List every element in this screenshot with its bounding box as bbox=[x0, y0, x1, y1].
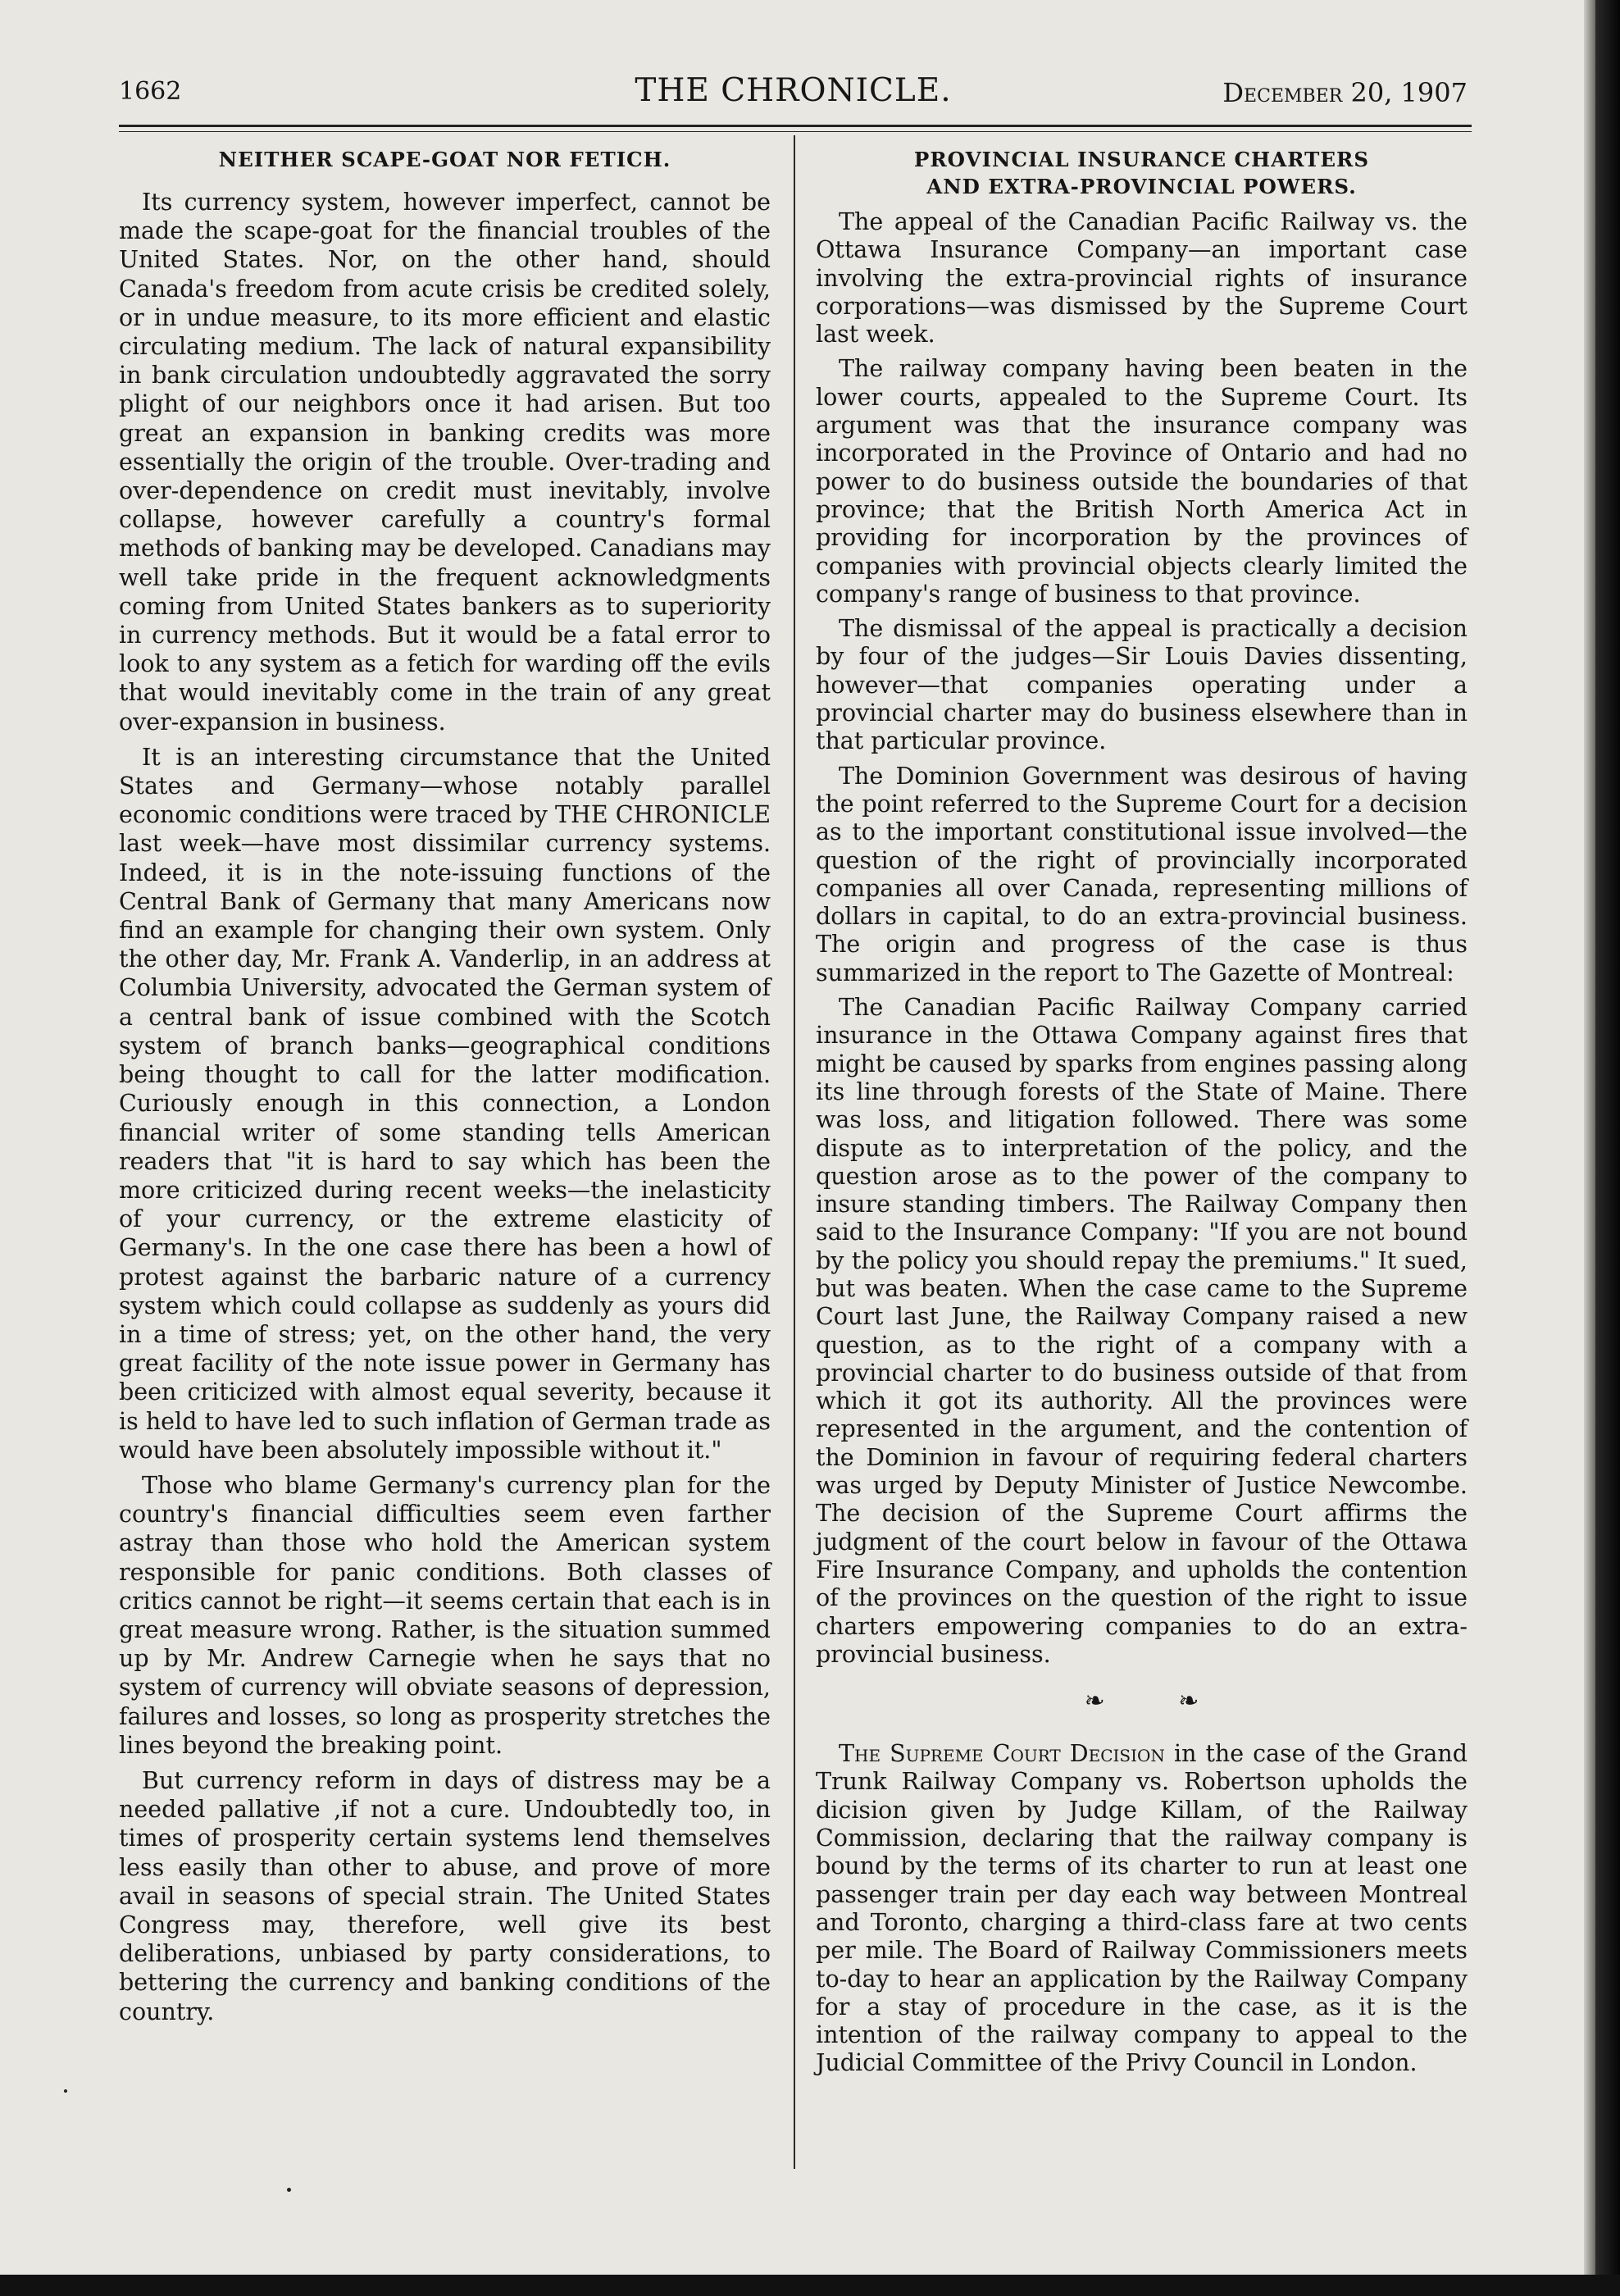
article-heading bbox=[816, 146, 1468, 200]
binding-edge bbox=[1595, 0, 1620, 2296]
article-paragraph: The appeal of the Canadian Pacific Railway vs. the Ottawa Insurance Company—an important case involving the extra-provincial rights of insurance corporations—was dismissed by the Supreme Court last week. bbox=[816, 208, 1468, 348]
article-paragraph: It is an interesting circumstance that the United States and Germany—whose notably parallel economic conditions were traced by THE CHRONICLE last week—have most dissimilar currency systems. Indeed, it is in the note-issuing functions of the Central Bank of Germany that many Americans now find an example for changing their own system. Only the other day, Mr. Frank A. Vanderlip, in an address at Columbia University, advocated the German system of a central bank of issue combined with the Scotch system of branch banks—geographical conditions being thought to call for the latter modification. Curiously enough in this connection, a London financial writer of some standing tells American readers that "it is hard to say which has been the more criticized during recent weeks—the inelasticity of your currency, or the extreme elasticity of Germany's. In the one case there has been a howl of protest against the barbaric nature of a currency system which could collapse as suddenly as yours did in a time of stress; yet, on the other hand, the very great facility of the note issue power in Germany has been criticized with almost equal severity, because it is held to have led to such inflation of German trade as would have been absolutely impossible without it." bbox=[119, 743, 771, 1464]
binding-shadow bbox=[1584, 0, 1595, 2296]
header-rule-thin bbox=[119, 131, 1472, 132]
heading-line: AND EXTRA-PROVINCIAL POWERS. bbox=[926, 175, 1357, 198]
article-paragraph: The dismissal of the appeal is practically a decision by four of the judges—Sir Louis Davies dissenting, however—that companies operating under a provincial charter may do business elsewhere than in that particular province. bbox=[816, 615, 1468, 755]
header-rule bbox=[119, 125, 1472, 127]
issue-date: December 20, 1907 bbox=[1222, 77, 1468, 108]
right-column bbox=[816, 146, 1468, 2084]
article-heading: NEITHER SCAPE-GOAT NOR FETICH. bbox=[218, 148, 671, 171]
paragraph-text: in the case of the Grand Trunk Railway Company vs. Robertson upholds the dicision given by Judge Killam, of the Railway Commission, declaring that the railway company is bound by the terms of its charter to run at least one passenger train per day each way between Montreal and Toronto, charging a third-class fare at two cents per mile. The Board of Railway Commissioners meets to-day to hear an application by the Railway Company for a stay of procedure in the case, as it is the intention of the railway company to appeal to the Judicial Committee of the Privy Council in London. bbox=[816, 1740, 1468, 2077]
page-header bbox=[119, 72, 1468, 121]
page-number: 1662 bbox=[119, 77, 182, 106]
print-speck bbox=[64, 2089, 67, 2093]
page-bottom-edge bbox=[0, 2275, 1620, 2296]
article-paragraph bbox=[816, 1740, 1468, 2078]
print-speck bbox=[287, 2188, 291, 2192]
publication-title: THE CHRONICLE. bbox=[635, 72, 952, 109]
article-paragraph: But currency reform in days of distress may be a needed pallative ,if not a cure. Undoubtedly too, in times of prosperity certain systems lend themselves less easily than other to abuse, and prove of more avail in seasons of special strain. The United States Congress may, therefore, well give its best deliberations, unbiased by party considerations, to bettering the currency and banking conditions of the country. bbox=[119, 1766, 771, 2025]
article-paragraph: Its currency system, however imperfect, cannot be made the scape-goat for the financial troubles of the United States. Nor, on the other hand, should Canada's freedom from acute crisis be credited solely, or in undue measure, to its more efficient and elastic circulating medium. The lack of natural expansibility in bank circulation undoubtedly aggravated the sorry plight of our neighbors once it had arisen. But too great an expansion in banking credits was more essentially the origin of the trouble. Over-trading and over-dependence on credit must inevitably, involve collapse, however carefully a country's formal methods of banking may be developed. Canadians may well take pride in the frequent acknowledgments coming from United States bankers as to superiority in currency methods. But it would be a fatal error to look to any system as a fetich for warding off the evils that would inevitably come in the train of any great over-expansion in business. bbox=[119, 189, 771, 736]
column-divider bbox=[794, 135, 795, 2169]
article-paragraph: The Dominion Government was desirous of having the point referred to the Supreme Court for a decision as to the important constitutional issue involved—the question of the right of provincially incorporated companies all over Canada, representing millions of dollars in capital, to do an extra-provincial business. The origin and progress of the case is thus summarized in the report to The Gazette of Montreal: bbox=[816, 762, 1468, 986]
article-paragraph: The railway company having been beaten in the lower courts, appealed to the Supreme Court. Its argument was that the insurance company was incorporated in the Province of Ontario and had no power to do business outside the boundaries of that province; that the British North America Act in providing for incorporation by the provinces of companies with provincial objects clearly limited the company's range of business to that province. bbox=[816, 355, 1468, 608]
left-column bbox=[119, 146, 771, 2033]
lead-in: The Supreme Court Decision bbox=[839, 1740, 1165, 1768]
ornament-separator: ❧ ❧ bbox=[1084, 1687, 1232, 1716]
article-paragraph: Those who blame Germany's currency plan for the country's financial difficulties seem even farther astray than those who hold the American system responsible for panic conditions. Both classes of critics cannot be right—it seems certain that each is in great measure wrong. Rather, is the situation summed up by Mr. Andrew Carnegie when he says that no system of currency will obviate seasons of depression, failures and losses, so long as prosperity stretches the lines beyond the breaking point. bbox=[119, 1471, 771, 1759]
heading-line: PROVINCIAL INSURANCE CHARTERS bbox=[913, 148, 1370, 171]
article-paragraph: The Canadian Pacific Railway Company carried insurance in the Ottawa Company against fires that might be caused by sparks from engines passing along its line through forests of the State of Maine. There was loss, and litigation followed. There was some dispute as to interpretation of the policy, and the question arose as to the power of the company to insure standing timbers. The Railway Company then said to the Insurance Company: "If you are not bound by the policy you should repay the premiums." It sued, but was beaten. When the case came to the Supreme Court last June, the Railway Company raised a new question, as to the right of a company with a provincial charter to do business outside of that from which it got its authority. All the provinces were represented in the argument, and the contention of the Dominion in favour of requiring federal charters was urged by Deputy Minister of Justice Newcombe. The decision of the Supreme Court affirms the judgment of the court below in favour of the Ottawa Fire Insurance Company, and upholds the contention of the provinces on the question of the right to issue charters empowering companies to do an extra-provincial business. bbox=[816, 994, 1468, 1668]
